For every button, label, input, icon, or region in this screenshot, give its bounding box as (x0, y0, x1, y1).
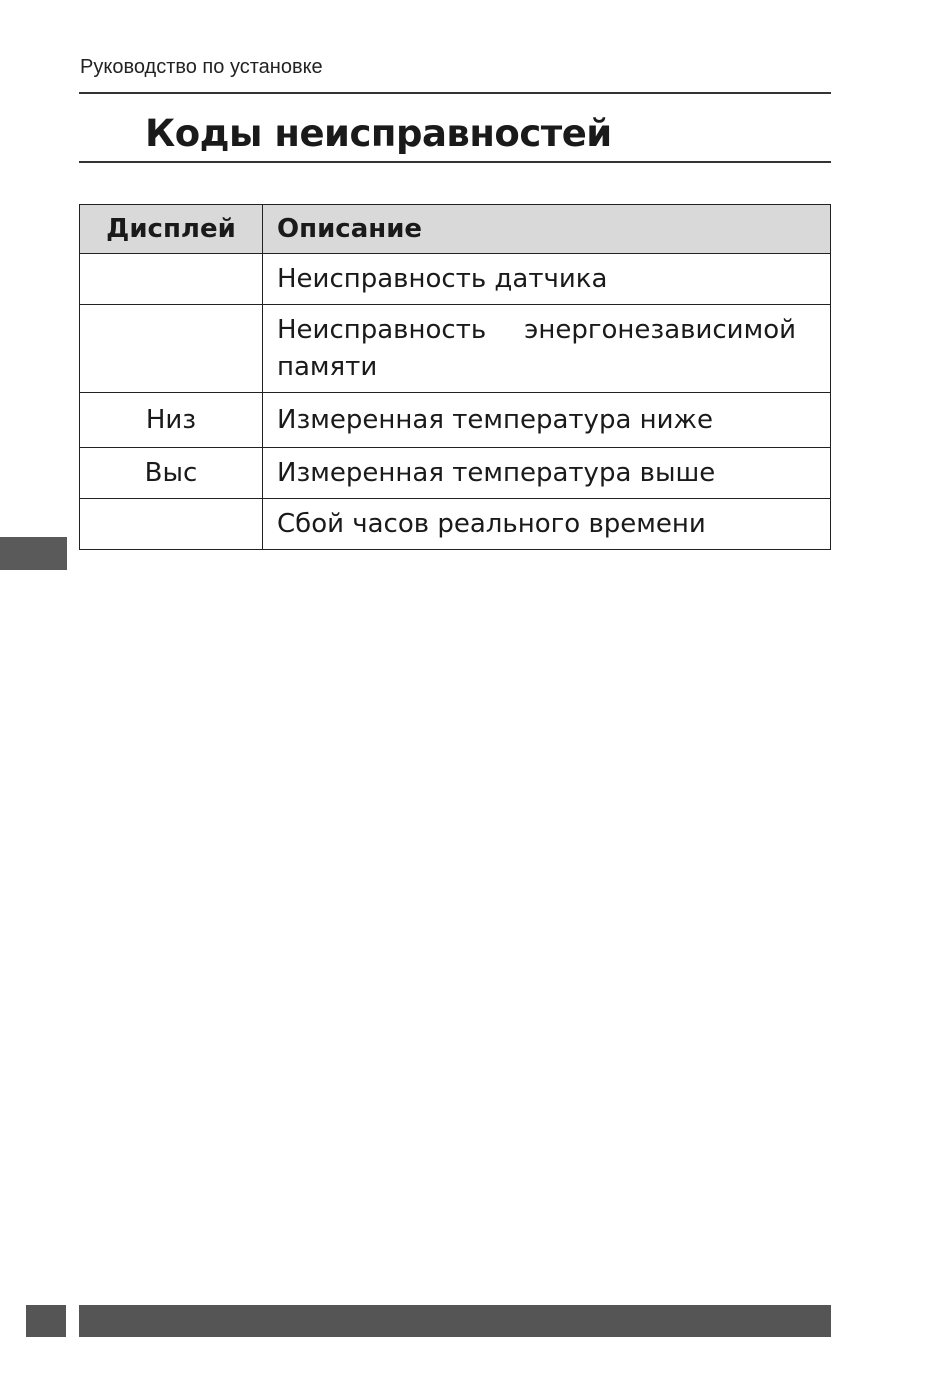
footer-bar (79, 1305, 831, 1337)
table-header-row (80, 205, 831, 254)
section-title: Коды неисправностей (145, 112, 612, 155)
header-rule (79, 92, 831, 94)
description-cell: Сбой часов реального времени (263, 499, 831, 550)
running-header: Руководство по установке (80, 56, 323, 78)
display-cell (80, 254, 263, 305)
display-cell: Выс (80, 448, 263, 499)
table-row (80, 448, 831, 499)
table-row (80, 254, 831, 305)
chapter-side-tab (0, 537, 67, 570)
table-row (80, 305, 831, 393)
title-rule (79, 161, 831, 163)
footer-page-block (26, 1305, 66, 1337)
column-header-display: Дисплей (80, 205, 263, 254)
description-cell: Неисправность энергонезависимой памяти (263, 305, 831, 393)
description-cell: Неисправность датчика (263, 254, 831, 305)
column-header-description: Описание (263, 205, 831, 254)
description-cell: Измеренная температура выше (263, 448, 831, 499)
table-row (80, 499, 831, 550)
description-cell: Измеренная температура ниже (263, 393, 831, 448)
table-row (80, 393, 831, 448)
display-cell: Низ (80, 393, 263, 448)
display-cell (80, 305, 263, 393)
error-codes-table (79, 204, 831, 550)
display-cell (80, 499, 263, 550)
